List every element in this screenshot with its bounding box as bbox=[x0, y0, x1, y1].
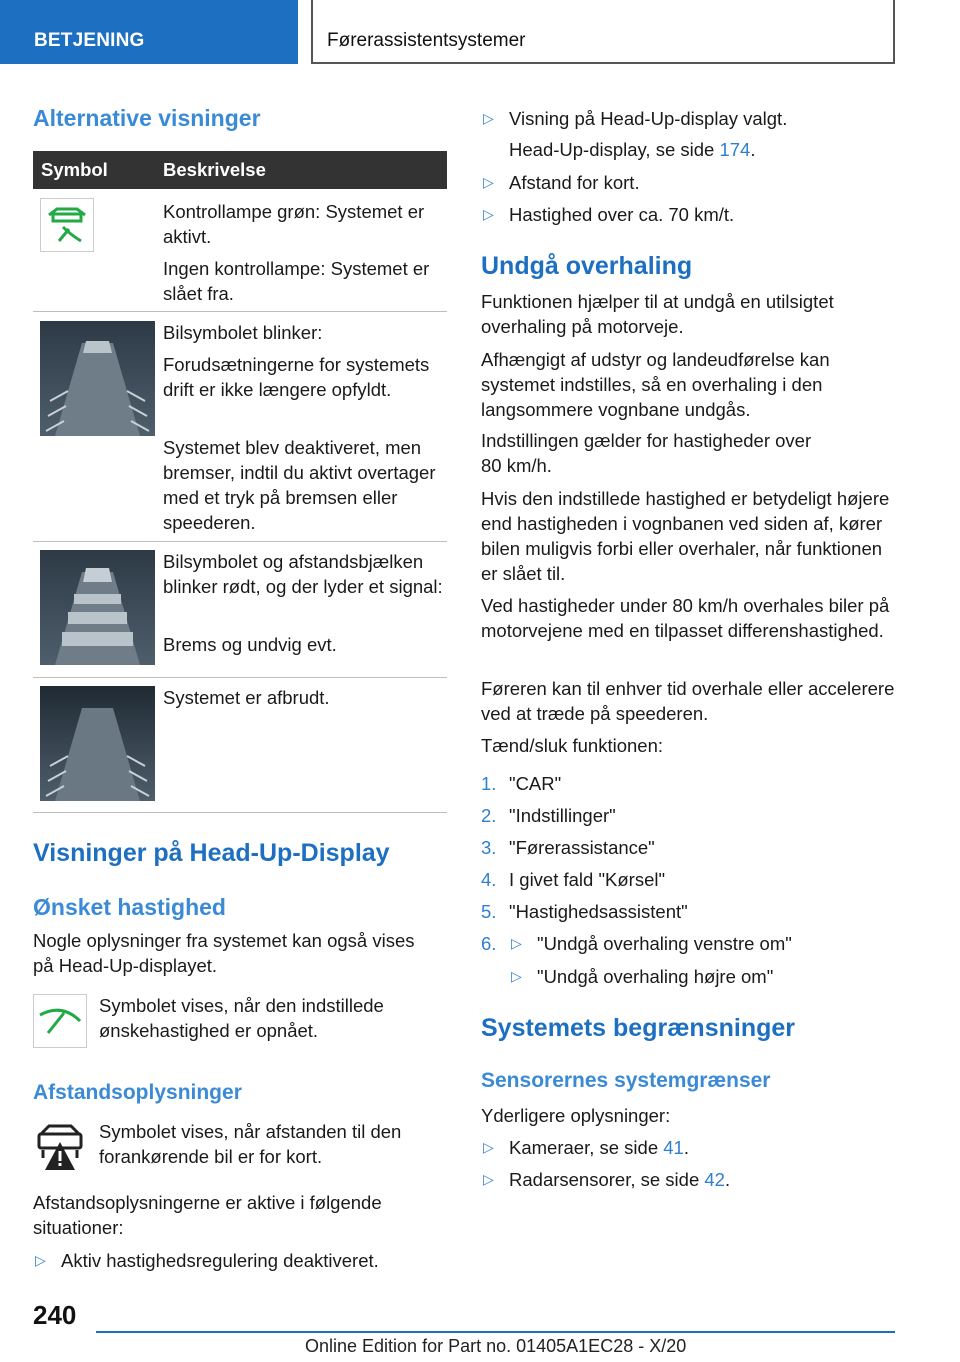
car-blinking-icon bbox=[40, 321, 155, 436]
avoid-p4: Hvis den indstillede hastighed er betydeligt højere end hastigheden i vognbanen ved siden af, kører bilen muligvis forbi eller overhaler, når funktionen er slået til. bbox=[481, 488, 890, 584]
distance-title: Afstandsoplysninger bbox=[33, 1081, 242, 1104]
step-number: 5. bbox=[481, 901, 497, 922]
step-text: "Førerassistance" bbox=[509, 837, 655, 858]
avoid-p2: Afhængigt af udstyr og landeudførelse kan systemet indstilles, så en overhaling i den langsommere vognbane undgås. bbox=[481, 349, 830, 420]
right-bullet-1: Visning på Head-Up-display valgt. bbox=[509, 108, 788, 129]
step-text: I givet fald "Kørsel" bbox=[509, 869, 666, 890]
bullet-triangle-icon: ▷ bbox=[483, 206, 494, 222]
radar-bullet: Radarsensorer, se side 42. bbox=[509, 1169, 731, 1190]
car-warning-icon bbox=[33, 1120, 87, 1174]
step-text: "Hastighedsassistent" bbox=[509, 901, 688, 922]
bullet-triangle-icon: ▷ bbox=[511, 935, 522, 951]
alt-views-title: Alternative visninger bbox=[33, 105, 261, 131]
distance-icon-text: Symbolet vises, når afstanden til den forankørende bil er for kort. bbox=[99, 1121, 402, 1167]
avoid-p3: Indstillingen gælder for hastigheder over 80 km/h. bbox=[481, 430, 812, 476]
hud-title: Visninger på Head-Up-Display bbox=[33, 839, 390, 867]
camera-bullet: Kameraer, se side 41. bbox=[509, 1137, 689, 1158]
step-number: 1. bbox=[481, 773, 497, 794]
right-bullet-3: Hastighed over ca. 70 km/t. bbox=[509, 204, 735, 225]
row-separator bbox=[33, 812, 447, 813]
desired-speed-title: Ønsket hastighed bbox=[33, 894, 226, 920]
bullet-triangle-icon: ▷ bbox=[483, 1139, 494, 1155]
row3-line1: Bilsymbolet og afstandsbjælken blinker rødt, og der lyder et signal: bbox=[163, 551, 443, 597]
chapter-header bbox=[311, 0, 895, 64]
distance-active-text: Afstandsoplysningerne er aktive i følgende situationer: bbox=[33, 1192, 382, 1238]
row3-line2: Brems og undvig evt. bbox=[163, 634, 337, 655]
row1-line1: Kontrollampe grøn: Systemet er aktivt. bbox=[163, 201, 425, 247]
section-tab bbox=[0, 0, 298, 64]
distance-bullet-1: Aktiv hastighedsregulering deaktiveret. bbox=[61, 1250, 379, 1271]
table-header bbox=[33, 151, 447, 189]
row2-line1: Bilsymbolet blinker: bbox=[163, 322, 323, 343]
row-separator bbox=[33, 677, 447, 678]
step-number: 6. bbox=[481, 933, 497, 954]
step-number: 4. bbox=[481, 869, 497, 890]
avoid-p7: Tænd/sluk funktionen: bbox=[481, 735, 664, 756]
page-link-42[interactable]: 42 bbox=[704, 1169, 725, 1190]
desired-speed-icon-text: Symbolet vises, når den indstillede ønskehastighed er opnået. bbox=[99, 995, 384, 1041]
avoid-p5: Ved hastigheder under 80 km/h overhales biler på motorvejene med en tilpasset differenshastighed. bbox=[481, 595, 890, 641]
step-6-sub: "Undgå overhaling højre om" bbox=[537, 966, 774, 987]
avoid-p6: Føreren kan til enhver tid overhale eller accelerere ved at træde på speederen. bbox=[481, 678, 895, 724]
more-info-text: Yderligere oplysninger: bbox=[481, 1105, 671, 1126]
table-header-symbol: Symbol bbox=[41, 159, 108, 180]
camera-text: Kameraer, se side bbox=[509, 1137, 664, 1158]
radar-text: Radarsensorer, se side bbox=[509, 1169, 705, 1190]
avoid-overtaking-title: Undgå overhaling bbox=[481, 252, 693, 280]
footer-edition: Online Edition for Part no. 01405A1EC28 - X/20 bbox=[305, 1336, 687, 1356]
bullet-triangle-icon: ▷ bbox=[35, 1252, 46, 1268]
system-interrupted-icon bbox=[40, 686, 155, 801]
row-separator bbox=[33, 541, 447, 542]
section-label: BETJENING bbox=[34, 30, 145, 51]
row-separator bbox=[33, 311, 447, 312]
step-text: "Indstillinger" bbox=[509, 805, 616, 826]
row2-line2: Forudsætningerne for systemets drift er ikke længere opfyldt. bbox=[163, 354, 430, 400]
desired-speed-text: Nogle oplysninger fra systemet kan også vises på Head-Up-displayet. bbox=[33, 930, 415, 976]
car-distance-red-icon bbox=[40, 550, 155, 665]
sensor-limits-title: Sensorernes systemgrænser bbox=[481, 1069, 771, 1092]
page-link-41[interactable]: 41 bbox=[663, 1137, 684, 1158]
step-text: "CAR" bbox=[509, 773, 562, 794]
step-number: 2. bbox=[481, 805, 497, 826]
right-bullet-1-sub: Head-Up-display, se side 174. bbox=[509, 139, 756, 160]
chapter-label: Førerassistentsystemer bbox=[327, 30, 526, 51]
avoid-p1: Funktionen hjælper til at undgå en utilsigtet overhaling på motorveje. bbox=[481, 291, 834, 337]
bullet-triangle-icon: ▷ bbox=[483, 110, 494, 126]
bullet-triangle-icon: ▷ bbox=[483, 1171, 494, 1187]
bullet-triangle-icon: ▷ bbox=[511, 968, 522, 984]
step-number: 3. bbox=[481, 837, 497, 858]
page-link-174[interactable]: 174 bbox=[719, 139, 751, 160]
right-bullet-2: Afstand for kort. bbox=[509, 172, 640, 193]
green-indicator-icon bbox=[40, 198, 94, 252]
right-bullet-1-sub-text: Head-Up-display, se side bbox=[509, 139, 720, 160]
row2-line3: Systemet blev deaktiveret, men bremser, indtil du aktivt overtager med et tryk på bremsen eller speederen. bbox=[163, 437, 436, 533]
row4-line1: Systemet er afbrudt. bbox=[163, 687, 330, 708]
limits-title: Systemets begrænsninger bbox=[481, 1014, 795, 1042]
speed-reached-icon bbox=[33, 994, 87, 1048]
step-text: "Undgå overhaling venstre om" bbox=[537, 933, 792, 954]
page-number: 240 bbox=[33, 1300, 77, 1330]
bullet-triangle-icon: ▷ bbox=[483, 174, 494, 190]
row1-line2: Ingen kontrollampe: Systemet er slået fra. bbox=[163, 258, 430, 304]
footer-rule bbox=[96, 1331, 895, 1333]
table-header-description: Beskrivelse bbox=[163, 159, 266, 180]
